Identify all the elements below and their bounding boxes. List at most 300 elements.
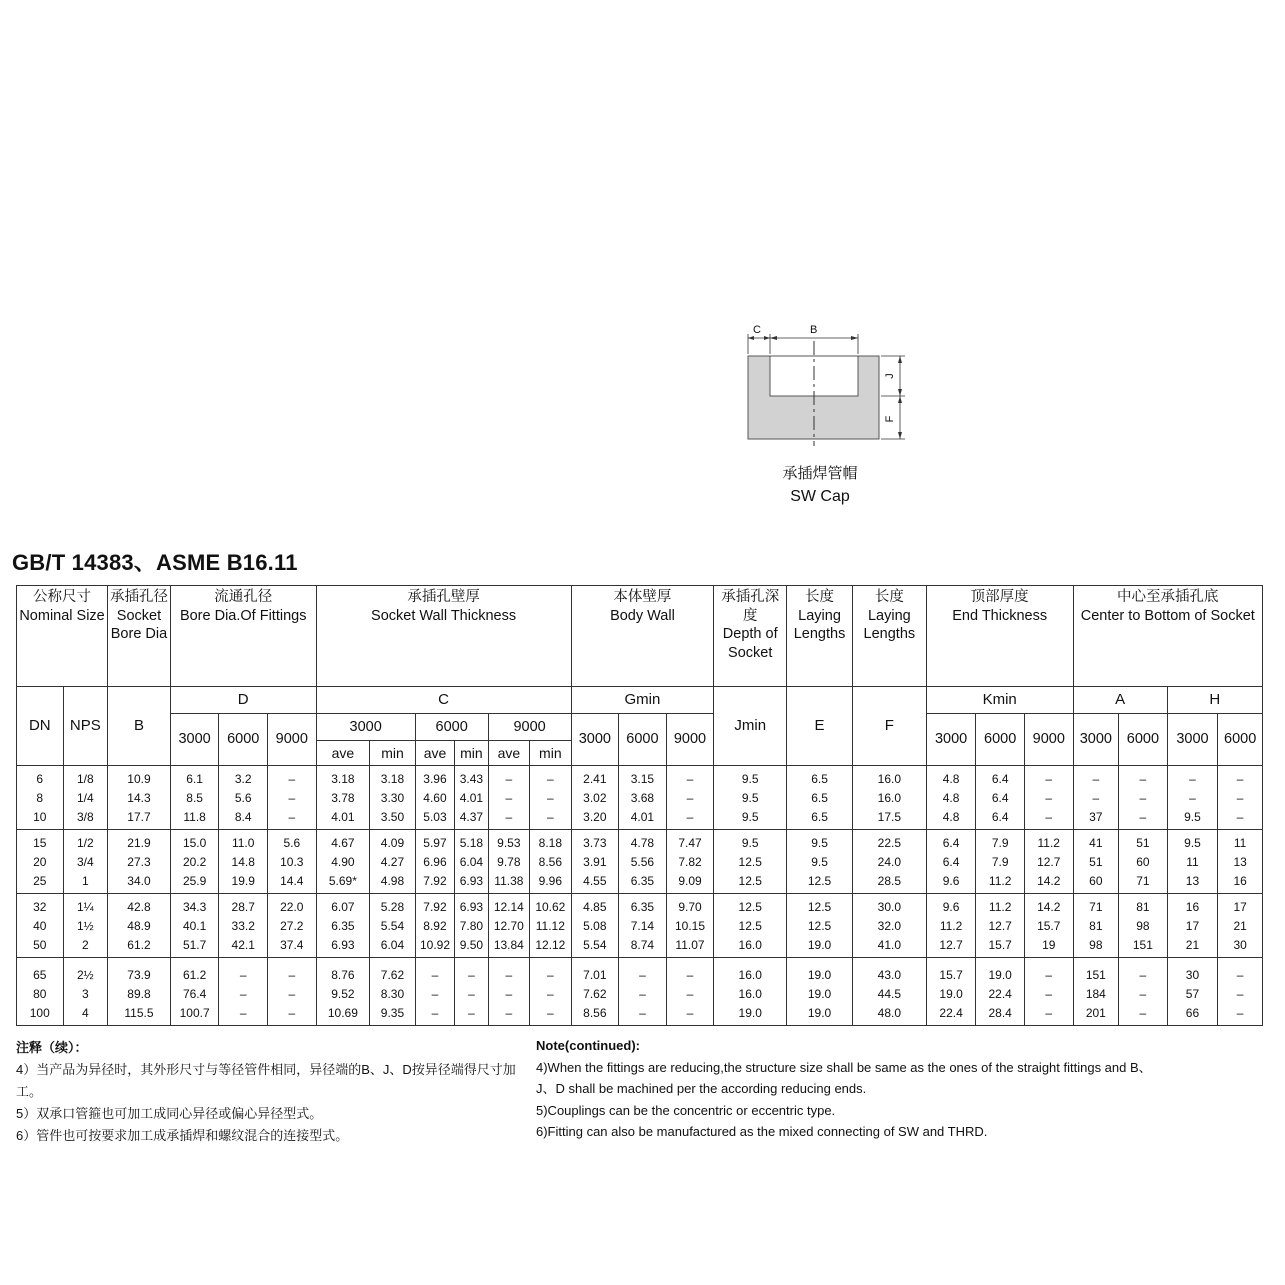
- note-zh-6: 6）管件也可按要求加工成承插焊和螺纹混合的连接型式。: [16, 1128, 349, 1143]
- table-cell: 6.4: [976, 808, 1025, 830]
- table-cell: 4.90: [316, 853, 370, 872]
- header-center-to-bottom: 中心至承插孔底 Center to Bottom of Socket: [1073, 586, 1262, 687]
- note-en-4a: 4)When the fittings are reducing,the structure size shall be same as the ones of the straight fittings and B、: [536, 1059, 1152, 1075]
- table-cell: –: [1119, 808, 1168, 830]
- table-cell: 7.92: [415, 894, 454, 918]
- table-cell: 34.0: [108, 872, 171, 894]
- diagram-caption-zh: 承插焊管帽: [782, 465, 858, 482]
- table-cell: –: [267, 789, 316, 808]
- header-socket-wall: 承插孔壁厚 Socket Wall Thickness: [316, 586, 571, 687]
- table-cell: 10.92: [415, 936, 454, 958]
- table-cell: 5.18: [455, 830, 488, 854]
- table-cell: 14.2: [1024, 872, 1073, 894]
- table-cell: 10: [17, 808, 64, 830]
- table-cell: 5.28: [370, 894, 416, 918]
- dim-label-f: F: [884, 415, 896, 423]
- header-end-thickness: 顶部厚度 End Thickness: [926, 586, 1073, 687]
- table-cell: 11.2: [926, 917, 976, 936]
- table-cell: 4.60: [415, 789, 454, 808]
- header-e: E: [787, 687, 853, 766]
- header-depth-of-socket: 承插孔深度 Depth of Socket: [714, 586, 787, 687]
- table-cell: 48.0: [852, 1004, 926, 1026]
- table-cell: 7.80: [455, 917, 488, 936]
- table-cell: 5.6: [219, 789, 268, 808]
- table-cell: 3: [63, 985, 108, 1004]
- table-cell: 15.0: [170, 830, 219, 854]
- header-gmin: Gmin: [571, 687, 714, 714]
- table-row: [17, 872, 1263, 894]
- table-cell: 3/4: [63, 853, 108, 872]
- header-g-9000: 9000: [666, 714, 714, 766]
- table-cell: –: [1024, 808, 1073, 830]
- table-cell: 7.01: [571, 958, 619, 986]
- table-cell: 4: [63, 1004, 108, 1026]
- diagram-caption-en: SW Cap: [790, 488, 850, 505]
- table-cell: –: [488, 789, 529, 808]
- table-cell: 10.15: [666, 917, 714, 936]
- notes-en-title: Note(continued):: [536, 1038, 640, 1053]
- table-cell: –: [267, 1004, 316, 1026]
- table-cell: 8.4: [219, 808, 268, 830]
- table-cell: 11.2: [976, 894, 1025, 918]
- note-en-4b: J、D shall be machined per the according reducing ends.: [536, 1081, 867, 1096]
- table-cell: 19: [1024, 936, 1073, 958]
- table-cell: –: [455, 985, 488, 1004]
- table-cell: 3/8: [63, 808, 108, 830]
- table-cell: 3.18: [316, 766, 370, 790]
- table-cell: 43.0: [852, 958, 926, 986]
- table-cell: 76.4: [170, 985, 219, 1004]
- header-c-9000-min: min: [530, 741, 571, 766]
- table-cell: 28.7: [219, 894, 268, 918]
- table-cell: 3.73: [571, 830, 619, 854]
- table-cell: 9.5: [1167, 808, 1218, 830]
- header-c-9000: 9000: [488, 714, 571, 741]
- table-cell: 7.47: [666, 830, 714, 854]
- header-jmin: Jmin: [714, 687, 787, 766]
- table-cell: 19.9: [219, 872, 268, 894]
- table-cell: 1/2: [63, 830, 108, 854]
- table-cell: 8.5: [170, 789, 219, 808]
- table-cell: 4.98: [370, 872, 416, 894]
- table-cell: 22.4: [976, 985, 1025, 1004]
- table-cell: 5.69*: [316, 872, 370, 894]
- table-cell: 16: [1167, 894, 1218, 918]
- table-cell: –: [1218, 985, 1263, 1004]
- table-row: [17, 766, 1263, 790]
- table-cell: –: [530, 808, 571, 830]
- header-bore-dia: 流通孔径 Bore Dia.Of Fittings: [170, 586, 316, 687]
- table-cell: 8.30: [370, 985, 416, 1004]
- table-cell: 1/8: [63, 766, 108, 790]
- table-cell: 34.3: [170, 894, 219, 918]
- table-cell: 6.93: [455, 894, 488, 918]
- header-d-9000: 9000: [267, 714, 316, 766]
- table-cell: –: [1218, 766, 1263, 790]
- table-cell: 9.5: [714, 766, 787, 790]
- table-row: [17, 958, 1263, 986]
- table-cell: 3.20: [571, 808, 619, 830]
- table-cell: 21: [1167, 936, 1218, 958]
- table-cell: 4.01: [455, 789, 488, 808]
- table-cell: –: [1119, 985, 1168, 1004]
- table-cell: 6.4: [926, 830, 976, 854]
- table-cell: 98: [1073, 936, 1119, 958]
- table-cell: –: [455, 958, 488, 986]
- table-cell: –: [619, 1004, 667, 1026]
- table-cell: 33.2: [219, 917, 268, 936]
- table-cell: 9.5: [714, 808, 787, 830]
- table-cell: –: [267, 808, 316, 830]
- table-cell: –: [619, 958, 667, 986]
- header-a-6000: 6000: [1119, 714, 1168, 766]
- table-cell: 6.93: [316, 936, 370, 958]
- table-cell: 21: [1218, 917, 1263, 936]
- table-cell: 12.7: [1024, 853, 1073, 872]
- header-c-6000: 6000: [415, 714, 488, 741]
- dim-label-c: C: [753, 324, 761, 336]
- table-cell: 89.8: [108, 985, 171, 1004]
- table-cell: 1¼: [63, 894, 108, 918]
- table-cell: 41.0: [852, 936, 926, 958]
- table-cell: 12.5: [787, 917, 853, 936]
- dim-label-b: B: [810, 324, 818, 336]
- table-cell: 25.9: [170, 872, 219, 894]
- table-cell: 9.5: [787, 853, 853, 872]
- table-row: [17, 1004, 1263, 1026]
- table-cell: 48.9: [108, 917, 171, 936]
- table-cell: –: [267, 985, 316, 1004]
- table-cell: 37: [1073, 808, 1119, 830]
- table-cell: 17: [1218, 894, 1263, 918]
- table-cell: 2½: [63, 958, 108, 986]
- table-cell: 10.62: [530, 894, 571, 918]
- table-cell: 81: [1119, 894, 1168, 918]
- table-cell: 12.7: [976, 917, 1025, 936]
- table-cell: 71: [1073, 894, 1119, 918]
- table-cell: 12.12: [530, 936, 571, 958]
- table-cell: 17.7: [108, 808, 171, 830]
- table-cell: –: [1119, 958, 1168, 986]
- table-cell: 4.01: [619, 808, 667, 830]
- table-cell: 71: [1119, 872, 1168, 894]
- table-cell: 17: [1167, 917, 1218, 936]
- table-cell: 51: [1073, 853, 1119, 872]
- header-k-6000: 6000: [976, 714, 1025, 766]
- header-socket-bore: 承插孔径 Socket Bore Dia: [108, 586, 171, 687]
- table-cell: –: [666, 789, 714, 808]
- table-cell: –: [530, 789, 571, 808]
- table-cell: 44.5: [852, 985, 926, 1004]
- table-cell: 9.5: [714, 830, 787, 854]
- table-cell: 9.50: [455, 936, 488, 958]
- table-cell: 4.27: [370, 853, 416, 872]
- note-en-6: 6)Fitting can also be manufactured as the mixed connecting of SW and THRD.: [536, 1124, 988, 1139]
- table-cell: –: [488, 985, 529, 1004]
- table-cell: 28.5: [852, 872, 926, 894]
- table-cell: 3.15: [619, 766, 667, 790]
- table-cell: –: [1024, 766, 1073, 790]
- header-dn: DN: [17, 687, 64, 766]
- table-cell: 19.0: [926, 985, 976, 1004]
- header-k-9000: 9000: [1024, 714, 1073, 766]
- table-cell: 100.7: [170, 1004, 219, 1026]
- table-cell: 12.5: [714, 917, 787, 936]
- table-cell: 8.56: [530, 853, 571, 872]
- table-cell: 7.92: [415, 872, 454, 894]
- table-cell: –: [488, 766, 529, 790]
- table-cell: 115.5: [108, 1004, 171, 1026]
- table-cell: 8.56: [571, 1004, 619, 1026]
- table-cell: –: [1218, 808, 1263, 830]
- table-cell: 6.5: [787, 808, 853, 830]
- table-cell: 30: [1218, 936, 1263, 958]
- table-cell: –: [1119, 789, 1168, 808]
- table-cell: 3.50: [370, 808, 416, 830]
- header-d-3000: 3000: [170, 714, 219, 766]
- table-cell: 4.8: [926, 789, 976, 808]
- table-cell: 5.56: [619, 853, 667, 872]
- table-cell: 11.12: [530, 917, 571, 936]
- table-cell: 15: [17, 830, 64, 854]
- table-cell: 4.78: [619, 830, 667, 854]
- table-cell: –: [666, 766, 714, 790]
- table-cell: 51.7: [170, 936, 219, 958]
- table-row: [17, 917, 1263, 936]
- table-cell: 4.09: [370, 830, 416, 854]
- table-cell: 9.5: [1167, 830, 1218, 854]
- table-cell: 12.70: [488, 917, 529, 936]
- table-row: [17, 789, 1263, 808]
- table-cell: 19.0: [714, 1004, 787, 1026]
- header-nps: NPS: [63, 687, 108, 766]
- table-cell: 19.0: [976, 958, 1025, 986]
- table-cell: 5.08: [571, 917, 619, 936]
- table-cell: 21.9: [108, 830, 171, 854]
- table-cell: 30: [1167, 958, 1218, 986]
- table-cell: –: [219, 958, 268, 986]
- table-cell: 19.0: [787, 936, 853, 958]
- table-cell: 12.5: [714, 872, 787, 894]
- table-cell: 6.35: [619, 894, 667, 918]
- table-cell: 60: [1073, 872, 1119, 894]
- table-cell: 6.5: [787, 766, 853, 790]
- table-cell: 6.5: [787, 789, 853, 808]
- table-cell: 11.07: [666, 936, 714, 958]
- table-cell: –: [219, 1004, 268, 1026]
- table-cell: 41: [1073, 830, 1119, 854]
- header-laying-length-f: 长度 Laying Lengths: [852, 586, 926, 687]
- table-cell: 7.62: [370, 958, 416, 986]
- table-cell: 9.78: [488, 853, 529, 872]
- header-c-6000-ave: ave: [415, 741, 454, 766]
- dim-label-j: J: [884, 373, 896, 379]
- table-cell: 14.8: [219, 853, 268, 872]
- table-cell: 12.5: [714, 853, 787, 872]
- table-cell: 12.5: [714, 894, 787, 918]
- table-cell: 5.54: [571, 936, 619, 958]
- table-cell: –: [1073, 766, 1119, 790]
- table-cell: 4.8: [926, 808, 976, 830]
- table-cell: 16.0: [714, 958, 787, 986]
- table-cell: 12.14: [488, 894, 529, 918]
- table-cell: 19.0: [787, 985, 853, 1004]
- table-cell: 5.03: [415, 808, 454, 830]
- table-cell: 2.41: [571, 766, 619, 790]
- table-cell: 27.2: [267, 917, 316, 936]
- table-cell: 11: [1218, 830, 1263, 854]
- table-cell: 14.4: [267, 872, 316, 894]
- table-cell: 9.53: [488, 830, 529, 854]
- table-cell: 184: [1073, 985, 1119, 1004]
- table-cell: 40: [17, 917, 64, 936]
- table-cell: 7.14: [619, 917, 667, 936]
- table-cell: 19.0: [787, 1004, 853, 1026]
- notes-zh-title: 注释（续）：: [16, 1040, 88, 1055]
- table-cell: 11.2: [976, 872, 1025, 894]
- table-cell: 6.96: [415, 853, 454, 872]
- table-cell: 19.0: [787, 958, 853, 986]
- note-zh-5: 5）双承口管箍也可加工成同心异径或偏心异径型式。: [16, 1106, 323, 1121]
- table-cell: 57: [1167, 985, 1218, 1004]
- table-cell: 8.76: [316, 958, 370, 986]
- table-cell: 61.2: [108, 936, 171, 958]
- table-cell: –: [1218, 1004, 1263, 1026]
- table-cell: 12.7: [926, 936, 976, 958]
- table-cell: 9.5: [714, 789, 787, 808]
- header-h: H: [1167, 687, 1262, 714]
- table-cell: 9.52: [316, 985, 370, 1004]
- table-cell: 42.1: [219, 936, 268, 958]
- table-cell: 4.67: [316, 830, 370, 854]
- note-en-5: 5)Couplings can be the concentric or eccentric type.: [536, 1102, 836, 1118]
- table-cell: –: [415, 958, 454, 986]
- table-cell: 7.9: [976, 853, 1025, 872]
- table-cell: 22.4: [926, 1004, 976, 1026]
- table-cell: –: [415, 985, 454, 1004]
- header-kmin: Kmin: [926, 687, 1073, 714]
- table-cell: 20: [17, 853, 64, 872]
- table-cell: –: [666, 1004, 714, 1026]
- table-cell: 4.01: [316, 808, 370, 830]
- header-c-3000-ave: ave: [316, 741, 370, 766]
- table-cell: 8.92: [415, 917, 454, 936]
- table-cell: 37.4: [267, 936, 316, 958]
- table-cell: 6.4: [976, 789, 1025, 808]
- table-cell: 9.6: [926, 872, 976, 894]
- table-cell: –: [666, 958, 714, 986]
- table-cell: 201: [1073, 1004, 1119, 1026]
- table-cell: 10.69: [316, 1004, 370, 1026]
- table-cell: 3.2: [219, 766, 268, 790]
- table-cell: –: [1119, 1004, 1168, 1026]
- table-cell: 14.2: [1024, 894, 1073, 918]
- header-c-9000-ave: ave: [488, 741, 529, 766]
- table-cell: 11.8: [170, 808, 219, 830]
- table-cell: 13: [1167, 872, 1218, 894]
- table-cell: 28.4: [976, 1004, 1025, 1026]
- dimension-table: [16, 585, 1263, 1026]
- header-f: F: [852, 687, 926, 766]
- table-cell: 3.18: [370, 766, 416, 790]
- table-cell: 9.5: [787, 830, 853, 854]
- table-cell: 8: [17, 789, 64, 808]
- table-cell: –: [1218, 958, 1263, 986]
- table-cell: 9.70: [666, 894, 714, 918]
- table-cell: 12.5: [787, 894, 853, 918]
- table-cell: 24.0: [852, 853, 926, 872]
- table-row: [17, 830, 1263, 854]
- table-cell: 20.2: [170, 853, 219, 872]
- table-cell: 2: [63, 936, 108, 958]
- table-cell: 6: [17, 766, 64, 790]
- table-cell: 51: [1119, 830, 1168, 854]
- table-cell: 4.85: [571, 894, 619, 918]
- table-cell: 65: [17, 958, 64, 986]
- table-cell: 30.0: [852, 894, 926, 918]
- table-cell: 6.35: [619, 872, 667, 894]
- table-cell: 3.30: [370, 789, 416, 808]
- table-cell: 3.96: [415, 766, 454, 790]
- header-g-6000: 6000: [619, 714, 667, 766]
- table-cell: 25: [17, 872, 64, 894]
- table-cell: 7.62: [571, 985, 619, 1004]
- table-cell: 3.68: [619, 789, 667, 808]
- table-cell: 3.02: [571, 789, 619, 808]
- table-cell: 3.78: [316, 789, 370, 808]
- table-cell: 9.96: [530, 872, 571, 894]
- header-b: B: [108, 687, 171, 766]
- table-cell: 15.7: [926, 958, 976, 986]
- table-cell: 9.6: [926, 894, 976, 918]
- table-cell: 5.6: [267, 830, 316, 854]
- table-cell: –: [1024, 1004, 1073, 1026]
- table-cell: 81: [1073, 917, 1119, 936]
- table-cell: –: [1024, 958, 1073, 986]
- table-cell: 6.1: [170, 766, 219, 790]
- table-row: [17, 853, 1263, 872]
- table-row: [17, 894, 1263, 918]
- table-cell: –: [488, 958, 529, 986]
- table-cell: –: [530, 766, 571, 790]
- header-h-3000: 3000: [1167, 714, 1218, 766]
- table-cell: 42.8: [108, 894, 171, 918]
- table-cell: –: [1073, 789, 1119, 808]
- table-cell: 10.3: [267, 853, 316, 872]
- table-cell: –: [267, 958, 316, 986]
- table-cell: –: [666, 808, 714, 830]
- table-cell: –: [1167, 789, 1218, 808]
- table-cell: 7.9: [976, 830, 1025, 854]
- table-cell: 12.5: [787, 872, 853, 894]
- table-cell: 73.9: [108, 958, 171, 986]
- table-cell: –: [666, 985, 714, 1004]
- table-cell: 98: [1119, 917, 1168, 936]
- table-cell: –: [488, 808, 529, 830]
- table-cell: 80: [17, 985, 64, 1004]
- header-laying-length-e: 长度 Laying Lengths: [787, 586, 853, 687]
- table-cell: 22.0: [267, 894, 316, 918]
- standard-title: GB/T 14383、ASME B16.11: [12, 550, 298, 575]
- table-cell: –: [1024, 985, 1073, 1004]
- table-cell: 8.18: [530, 830, 571, 854]
- header-d-6000: 6000: [219, 714, 268, 766]
- table-cell: 10.9: [108, 766, 171, 790]
- table-cell: 6.07: [316, 894, 370, 918]
- table-cell: 100: [17, 1004, 64, 1026]
- table-cell: 17.5: [852, 808, 926, 830]
- table-cell: –: [530, 985, 571, 1004]
